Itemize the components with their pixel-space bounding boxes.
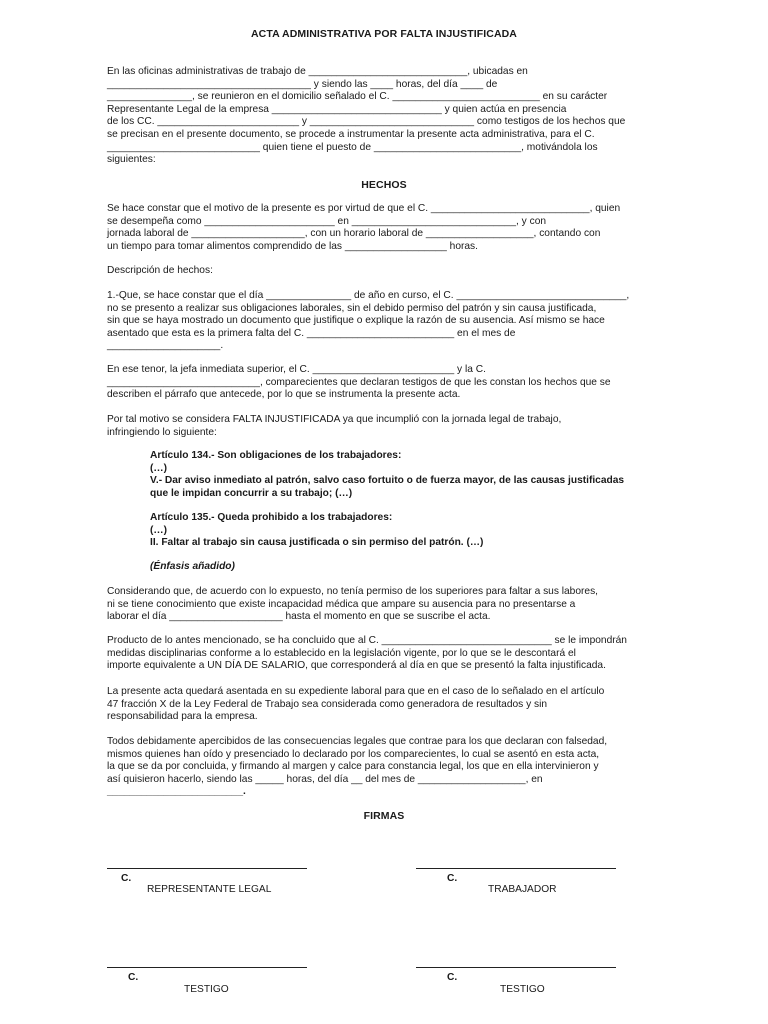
producto-paragraph — [107, 635, 662, 673]
tenor-paragraph — [107, 364, 662, 402]
descripcion-label — [107, 265, 662, 278]
article-135-line: Artículo 135.- Queda prohibido a los trabajadores: — [150, 512, 393, 523]
todos-line: mismos quienes han oído y presenciado lo declarado por los comparecientes, lo cual se asentó en esta acta, — [107, 748, 600, 760]
enfasis-text: (Énfasis añadido) — [150, 561, 235, 572]
signature-label-rep-legal: REPRESENTANTE LEGAL — [147, 884, 272, 895]
presente-paragraph — [107, 686, 662, 724]
presente-line: 47 fracción X de la Ley Federal de Trabajo sea considerada como generadora de resultados y sin — [107, 698, 548, 710]
descripcion-text: Descripción de hechos: — [107, 265, 213, 276]
hechos-line: un tiempo para tomar alimentos comprendido de las __________________ horas. — [107, 240, 478, 252]
intro-paragraph — [107, 66, 662, 167]
signature-line-testigo-1 — [107, 967, 307, 968]
punto1-line: ____________________. — [107, 340, 224, 352]
intro-line: En las oficinas administrativas de trabajo de ____________________________, ubicadas en — [107, 66, 528, 77]
article-134-line: (…) — [150, 462, 167, 474]
article-135-line: II. Faltar al trabajo sin causa justificada o sin permiso del patrón. (…) — [150, 537, 484, 549]
todos-line: ________________________. — [107, 786, 246, 798]
enfasis-note — [150, 561, 662, 574]
presente-line: La presente acta quedará asentada en su expediente laboral para que en el caso de lo señalado en el artículo — [107, 686, 605, 697]
article-134 — [150, 450, 662, 500]
considerando-line: laborar el día ____________________ hasta el momento en que se suscribe el acta. — [107, 611, 491, 623]
punto1-line: 1.-Que, se hace constar que el día _______________ de año en curso, el C. ______________________________, — [107, 290, 630, 301]
signature-prefix: C. — [447, 972, 458, 983]
hechos-paragraph — [107, 203, 662, 253]
todos-line: así quisieron hacerlo, siendo las _____ horas, del día __ del mes de ___________________, en — [107, 773, 543, 785]
hechos-line: Se hace constar que el motivo de la presente es por virtud de que el C. ____________________________, quien — [107, 203, 621, 214]
article-135 — [150, 512, 662, 550]
punto1-line: asentado que esta es la primera falta del C. __________________________ en el mes de — [107, 327, 516, 339]
motivo-line: infringiendo lo siguiente: — [107, 426, 217, 438]
signature-prefix: C. — [447, 873, 458, 884]
article-135-line: (…) — [150, 524, 167, 536]
hechos-line: se desempeña como _______________________ en _____________________________, y con — [107, 215, 547, 227]
punto1-line: no se presento a realizar sus obligaciones laborales, sin el debido permiso del patrón y sin causa justificada, — [107, 302, 597, 314]
todos-line: Todos debidamente apercibidos de las consecuencias legales que contrae para los que declaran con falsedad, — [107, 736, 608, 747]
signature-label-testigo-1: TESTIGO — [184, 984, 229, 995]
considerando-paragraph — [107, 586, 662, 624]
producto-line: importe equivalente a UN DÍA DE SALARIO, que corresponderá al día en que se presentó la falta injustificada. — [107, 660, 606, 672]
firmas-heading: FIRMAS — [363, 810, 405, 822]
intro-line: de los CC. _________________________ y _____________________________ como testigos de los hechos que — [107, 116, 626, 128]
signature-prefix: C. — [121, 873, 132, 884]
todos-paragraph — [107, 736, 662, 799]
hechos-line: jornada laboral de ____________________, con un horario laboral de ___________________, contando con — [107, 228, 601, 240]
intro-line: _______________, se reunieron en el domicilio señalado el C. __________________________ en su carácter — [107, 91, 608, 103]
punto1-paragraph — [107, 290, 662, 353]
signature-line-rep-legal — [107, 868, 307, 869]
tenor-line: ___________________________, comparecientes que declaran testigos de que les constan los hechos que se — [107, 376, 611, 388]
intro-line: ____________________________________ y siendo las ____ horas, del día ____ de — [107, 78, 498, 90]
punto1-line: sin que se haya mostrado un documento que justifique o explique la razón de su ausencia. Así mismo se hace — [107, 315, 605, 327]
considerando-line: ni se tiene conocimiento que existe incapacidad médica que ampare su ausencia para no presentarse a — [107, 598, 576, 610]
intro-line: Representante Legal de la empresa ______________________________ y quien actúa en presencia — [107, 103, 567, 115]
producto-line: Producto de lo antes mencionado, se ha concluido que al C. ______________________________ se le impondrán — [107, 635, 627, 646]
tenor-line: describen el párrafo que antecede, por lo que se instrumenta la presente acta. — [107, 389, 461, 401]
tenor-line: En ese tenor, la jefa inmediata superior, el C. _________________________ y la C. — [107, 364, 486, 375]
article-134-line: que le impidan concurrir a su trabajo; (…) — [150, 487, 353, 499]
hechos-heading: HECHOS — [361, 179, 407, 191]
article-134-line: Artículo 134.- Son obligaciones de los trabajadores: — [150, 450, 402, 461]
signature-prefix: C. — [128, 972, 139, 983]
intro-line: ___________________________ quien tiene el puesto de __________________________, motivándola los — [107, 141, 598, 153]
motivo-line: Por tal motivo se considera FALTA INJUSTIFICADA ya que incumplió con la jornada legal de trabajo, — [107, 414, 562, 425]
signature-line-trabajador — [416, 868, 616, 869]
signature-label-trabajador: TRABAJADOR — [488, 884, 557, 895]
article-134-line: V.- Dar aviso inmediato al patrón, salvo caso fortuito o de fuerza mayor, de las causas justificadas — [150, 475, 625, 487]
signature-label-testigo-2: TESTIGO — [500, 984, 545, 995]
intro-line: se precisan en el presente documento, se procede a instrumentar la presente acta administrativa, para el C. — [107, 128, 595, 140]
motivo-paragraph — [107, 414, 662, 439]
document-title: ACTA ADMINISTRATIVA POR FALTA INJUSTIFICADA — [250, 28, 517, 40]
considerando-line: Considerando que, de acuerdo con lo expuesto, no tenía permiso de los superiores para faltar a sus labores, — [107, 586, 598, 597]
producto-line: medidas disciplinarias conforme a lo establecido en la legislación vigente, por lo que se le descontará el — [107, 647, 576, 659]
signature-line-testigo-2 — [416, 967, 616, 968]
todos-line: la que se da por concluida, y firmando al margen y calce para constancia legal, los que en ella intervinieron y — [107, 761, 599, 773]
intro-line: siguientes: — [107, 154, 156, 166]
presente-line: responsabilidad para la empresa. — [107, 711, 258, 723]
